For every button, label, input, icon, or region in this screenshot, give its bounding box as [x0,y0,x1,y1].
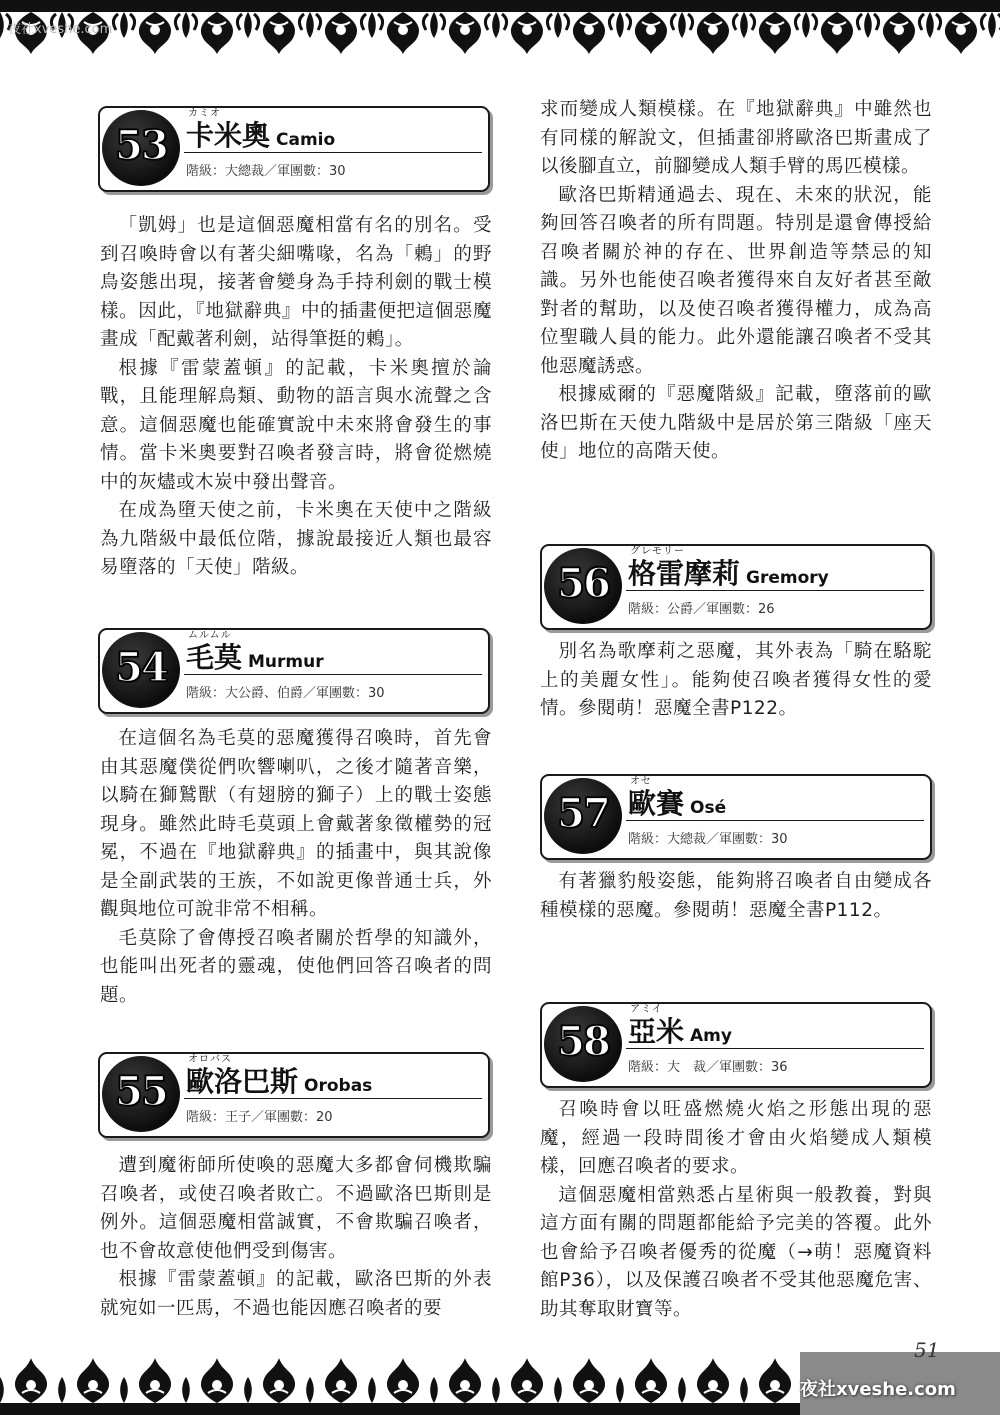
chinese-name: 亞米 [628,1015,685,1048]
rank-info: 階級：大總裁／軍團數：30 [186,164,346,179]
latin-name: Amy [690,1026,732,1046]
entry-card-murmur [98,628,490,714]
entry-title [628,782,726,822]
number-badge [102,110,180,186]
number-badge [544,548,622,624]
entry-text-orobas-continued [540,96,932,467]
latin-name: Murmur [248,652,324,672]
divider [184,152,482,153]
entry-card-ose [540,774,932,860]
name-ruby: カミオ [188,108,221,119]
paragraph: 遭到魔術師所使喚的惡魔大多都會伺機欺騙召喚者，或使召喚者敗亡。不過歐洛巴斯則是例外。這個惡魔相當誠實，不會欺騙召喚者，也不會故意使他們受到傷害。 [100,1155,492,1262]
divider [184,674,482,675]
chinese-name: 格雷摩莉 [628,557,741,590]
divider [626,590,924,591]
latin-name: Gremory [746,568,829,588]
entry-text-camio [100,212,492,583]
chinese-name: 歐洛巴斯 [186,1065,299,1098]
paragraph: 這個惡魔相當熟悉占星術與一般教養，對與這方面有關的問題都能給予完美的答覆。此外也會給予召喚者優秀的從魔（→萌！惡魔資料館P36），以及保護召喚者不受其他惡魔危害、助其奪取財寶等。 [540,1184,932,1320]
entry-card-amy [540,1002,932,1088]
top-ornament-border [0,0,1000,58]
name-ruby: ムルムル [188,630,232,641]
paragraph: 「凱姆」也是這個惡魔相當有名的別名。受到召喚時會以有著尖細嘴喙，名為「鶇」的野鳥姿態出現，接著會變身為手持利劍的戰士模樣。因此，『地獄辭典』中的插畫便把這個惡魔畫成「配戴著利劍，站得筆挺的鶇」。 [100,215,492,350]
rank-info: 階級：大公爵、伯爵／軍團數：30 [186,686,385,701]
number-badge [102,1056,180,1132]
paragraph: 別名為歌摩莉之惡魔，其外表為「騎在駱駝上的美麗女性」。能夠使召喚者獲得女性的愛情。參閱萌！惡魔全書P122。 [540,641,932,719]
divider [626,820,924,821]
watermark-bottom: 夜社xveshe.com [800,1379,956,1400]
name-ruby: グレモリー [630,546,685,557]
entry-number: 58 [557,1018,609,1065]
page-number: 51 [914,1338,940,1362]
number-badge [544,1006,622,1082]
entry-text-orobas [100,1152,492,1323]
entry-number: 55 [115,1068,167,1115]
entry-title [186,1060,372,1100]
rank-info: 階級：王子／軍團數：20 [186,1110,333,1125]
divider [626,1048,924,1049]
entry-card-orobas [98,1052,490,1138]
chinese-name: 毛莫 [186,641,243,674]
paragraph: 召喚時會以旺盛燃燒火焰之形態出現的惡魔，經過一段時間後才會由火焰變成人類模樣，回應召喚者的要求。 [540,1099,932,1177]
entry-card-camio [98,106,490,192]
entry-number: 56 [557,560,609,607]
paragraph: 根據『雷蒙蓋頓』的記載，卡米奧擅於論戰，且能理解鳥類、動物的語言與水流聲之含意。這個惡魔也能確實說中未來將會發生的事情。當卡米奧要對召喚者發言時，將會從燃燒中的灰燼或木炭中發出聲音。 [100,357,492,493]
entry-number: 54 [115,644,167,691]
latin-name: Osé [690,798,727,818]
entry-card-gremory [540,544,932,630]
watermark-top: 夜社xveshe.com [8,22,113,37]
name-ruby: オセ [630,776,652,787]
entry-text-gremory [540,638,932,724]
entry-title [628,552,829,592]
entry-text-ose [540,868,932,925]
chinese-name: 歐賽 [628,787,685,820]
entry-title [628,1010,732,1050]
paragraph: 歐洛巴斯精通過去、現在、未來的狀況，能夠回答召喚者的所有問題。特別是還會傳授給召喚者關於神的存在、世界創造等禁忌的知識。另外也能使召喚者獲得來自友好者甚至敵對者的幫助，以及使召喚者獲得權力，成為高位聖職人員的能力。此外還能讓召喚者不受其他惡魔誘惑。 [540,184,932,377]
entry-text-amy [540,1096,932,1324]
name-ruby: オロバス [188,1054,232,1065]
number-badge [102,632,180,708]
paragraph: 在這個名為毛莫的惡魔獲得召喚時，首先會由其惡魔僕從們吹響喇叭，之後才隨著音樂，以騎在獅鷲獸（有翅膀的獅子）上的戰士姿態現身。雖然此時毛莫頭上會戴著象徵權勢的冠冕，不過在『地獄辭典』的插畫中，與其說像是全副武裝的王族，不如說更像普通士兵，外觀與地位可說非常不相稱。 [100,728,492,920]
latin-name: Orobas [304,1076,373,1096]
entry-number: 53 [115,122,167,169]
number-badge [544,778,622,854]
entry-title [186,114,335,154]
entry-title [186,636,324,676]
rank-info: 階級：大 裁／軍團數：36 [628,1060,788,1075]
paragraph: 求而變成人類模樣。在『地獄辭典』中雖然也有同樣的解說文，但插畫卻將歐洛巴斯畫成了以後腳直立，前腳變成人類手臂的馬匹模樣。 [540,99,932,177]
paragraph: 在成為墮天使之前，卡米奧在天使中之階級為九階級中最低位階，據說最接近人類也最容易墮落的「天使」階級。 [100,500,492,578]
paragraph: 根據『雷蒙蓋頓』的記載，歐洛巴斯的外表就宛如一匹馬，不過也能因應召喚者的要 [100,1269,492,1319]
entry-text-murmur [100,725,492,1010]
paragraph: 毛莫除了會傳授召喚者關於哲學的知識外，也能叫出死者的靈魂，使他們回答召喚者的問題。 [100,927,492,1006]
latin-name: Camio [276,130,336,150]
chinese-name: 卡米奧 [186,119,271,152]
paragraph: 根據威爾的『惡魔階級』記載，墮落前的歐洛巴斯在天使九階級中是居於第三階級「座天使」地位的高階天使。 [540,384,932,462]
divider [184,1098,482,1099]
entry-number: 57 [557,790,609,837]
rank-info: 階級：公爵／軍團數：26 [628,602,775,617]
rank-info: 階級：大總裁／軍團數：30 [628,832,788,847]
paragraph: 有著獵豹般姿態，能夠將召喚者自由變成各種模樣的惡魔。參閱萌！惡魔全書P112。 [540,871,932,921]
name-ruby: アミイ [630,1004,663,1015]
